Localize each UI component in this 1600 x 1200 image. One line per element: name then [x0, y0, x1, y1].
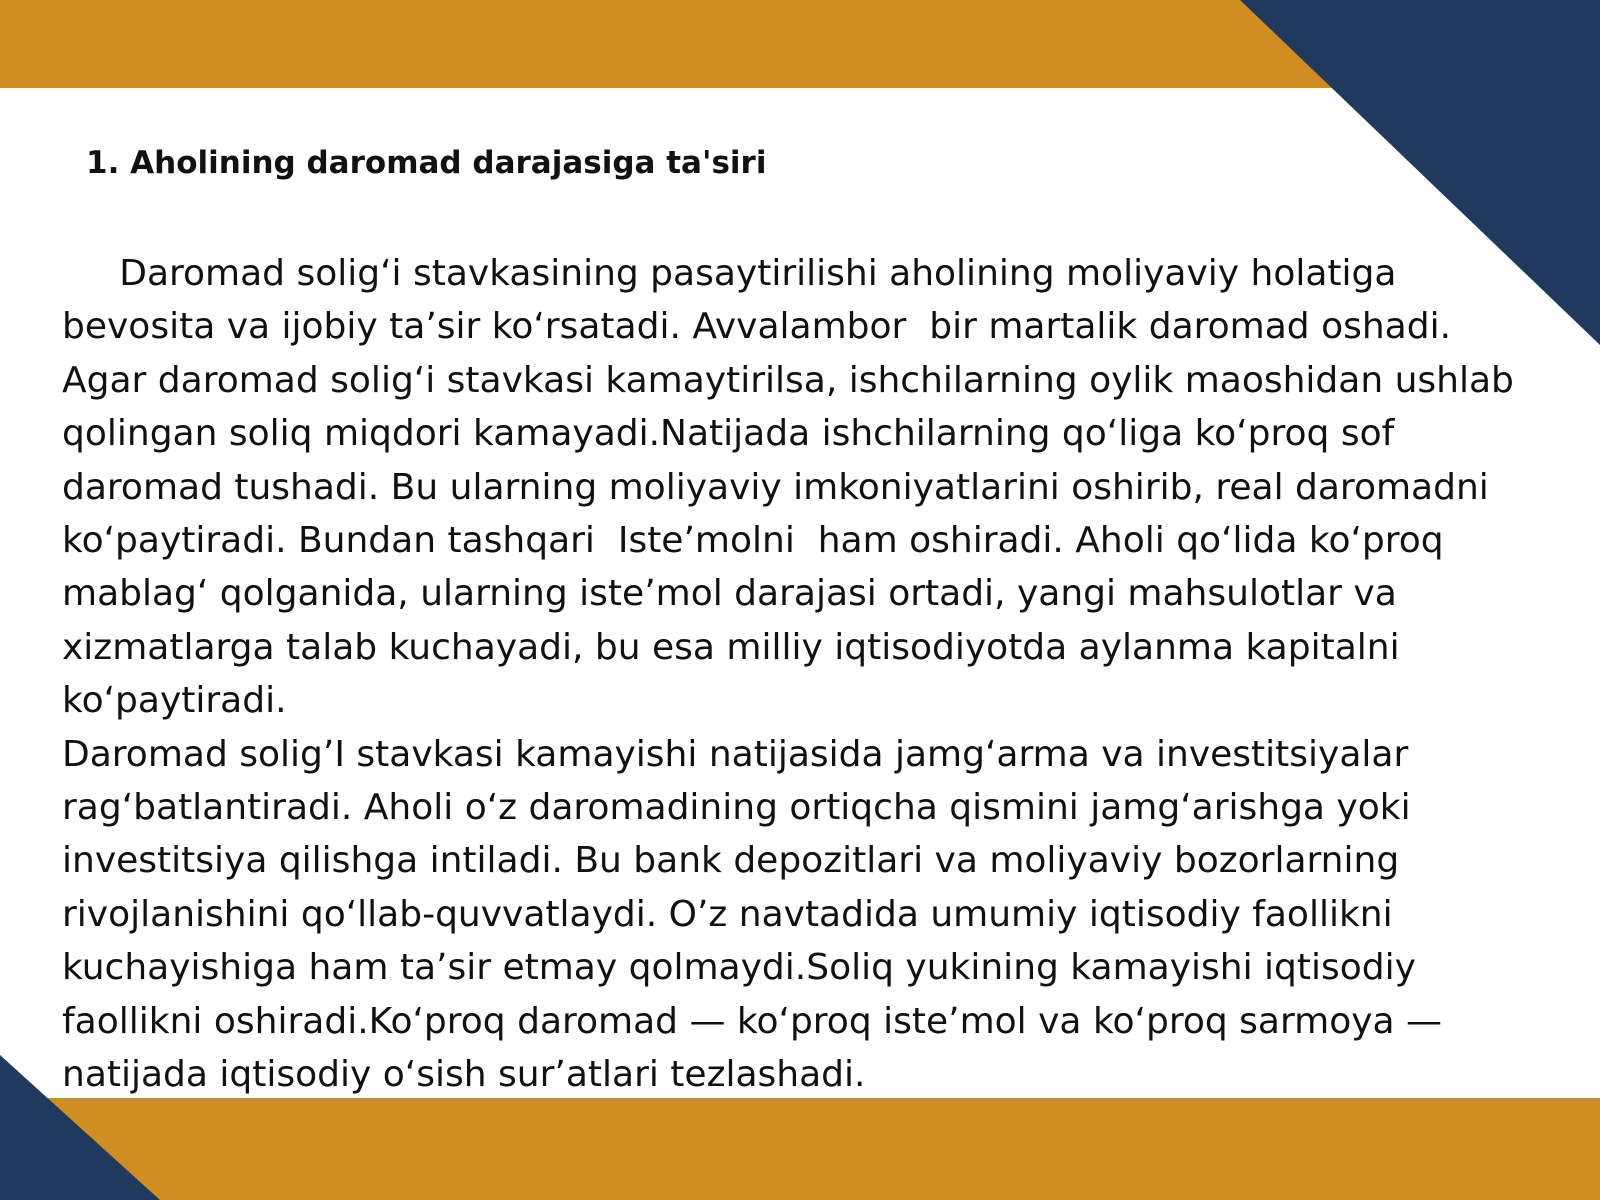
text-line: Daromad solig‘i stavkasining pasaytirilishi aholining moliyaviy holatiga	[62, 253, 1397, 294]
text-line: rivojlanishini qo‘llab-quvvatlaydi. O’z navtadida umumiy iqtisodiy faollikni	[62, 893, 1393, 935]
top-gold-band	[0, 0, 1335, 88]
text-line: daromad tushadi. Bu ularning moliyaviy imkoniyatlarini oshirib, real daromadni	[62, 466, 1489, 508]
body-paragraph	[62, 247, 1514, 1102]
text-line: ko‘paytiradi. Bundan tashqari Iste’molni ham oshiradi. Aholi qo‘lida ko‘proq	[62, 520, 1444, 562]
text-line: qolingan soliq miqdori kamayadi.Natijada ishchilarning qo‘liga ko‘proq sof	[62, 413, 1395, 455]
text-line: xizmatlarga talab kuchayadi, bu esa milliy iqtisodiyotda aylanma kapitalni	[62, 626, 1400, 668]
text-line: faollikni oshiradi.Ko‘proq daromad — ko‘proq iste’mol va ko‘proq sarmoya —	[62, 1000, 1443, 1042]
text-line: Agar daromad solig‘i stavkasi kamaytirilsa, ishchilarning oylik maoshidan ushlab	[62, 359, 1514, 401]
slide-heading: 1. Aholining daromad darajasiga ta'siri	[86, 145, 767, 181]
text-line: mablag‘ qolganida, ularning iste’mol darajasi ortadi, yangi mahsulotlar va	[62, 573, 1397, 615]
text-line: kuchayishiga ham ta’sir etmay qolmaydi.Soliq yukining kamayishi iqtisodiy	[62, 947, 1416, 989]
text-line: ko‘paytiradi.	[62, 680, 287, 722]
bottom-gold-band	[0, 1098, 1600, 1200]
text-line: natijada iqtisodiy o‘sish sur’atlari tezlashadi.	[62, 1054, 866, 1096]
text-line: rag‘batlantiradi. Aholi o‘z daromadining ortiqcha qismini jamg‘arishga yoki	[62, 787, 1411, 829]
text-line: bevosita va ijobiy ta’sir ko‘rsatadi. Avvalambor bir martalik daromad oshadi.	[62, 306, 1452, 348]
text-line: investitsiya qilishga intiladi. Bu bank depozitlari va moliyaviy bozorlarning	[62, 840, 1400, 882]
text-line: Daromad solig’I stavkasi kamayishi natijasida jamg‘arma va investitsiyalar	[62, 733, 1409, 775]
